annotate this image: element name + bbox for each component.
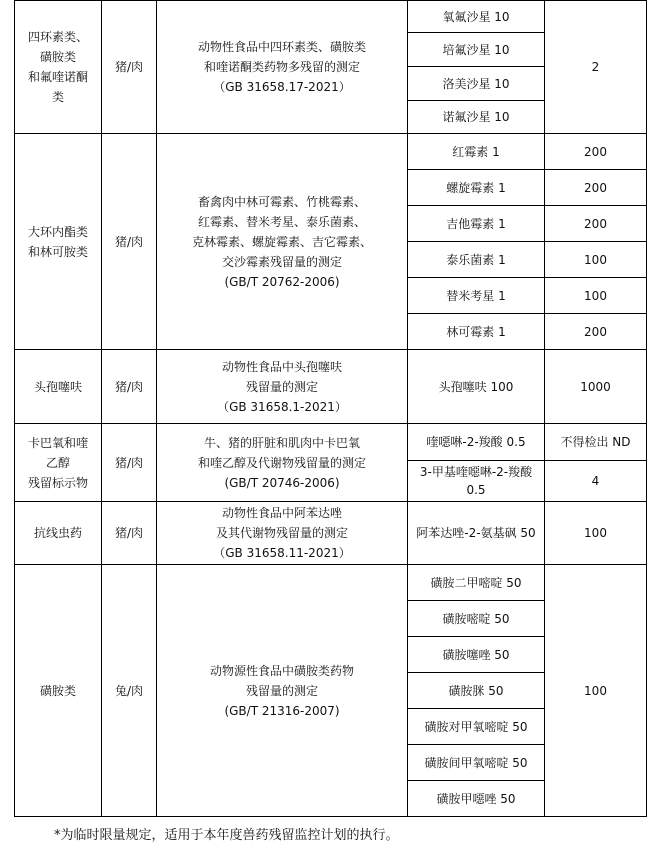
compound-cell: 3-甲基喹噁啉-2-羧酸 0.5 <box>408 461 545 502</box>
test-method-cell: 畜禽肉中林可霉素、竹桃霉素、 红霉素、替米考星、泰乐菌素、 克林霉素、螺旋霉素、吉它霉素、 交沙霉素残留量的测定 (GB/T 20762-2006) <box>157 134 408 350</box>
compound-cell: 头孢噻呋 100 <box>408 350 545 424</box>
compound-cell: 吉他霉素 1 <box>408 206 545 242</box>
limit-cell: 100 <box>545 502 647 565</box>
drug-category-cell: 抗线虫药 <box>15 502 102 565</box>
compound-cell: 培氟沙星 10 <box>408 33 545 67</box>
compound-cell: 林可霉素 1 <box>408 314 545 350</box>
compound-cell: 氧氟沙星 10 <box>408 1 545 33</box>
table-row <box>15 424 647 461</box>
limit-cell: 不得检出 ND <box>545 424 647 461</box>
limit-cell: 100 <box>545 565 647 817</box>
limit-cell: 200 <box>545 206 647 242</box>
drug-category-cell: 头孢噻呋 <box>15 350 102 424</box>
limit-cell: 200 <box>545 170 647 206</box>
table-row <box>15 134 647 170</box>
table-row <box>15 1 647 33</box>
compound-cell: 磺胺二甲嘧啶 50 <box>408 565 545 601</box>
tissue-cell: 猪/肉 <box>102 424 157 502</box>
limit-cell: 100 <box>545 242 647 278</box>
compound-cell: 螺旋霉素 1 <box>408 170 545 206</box>
limit-cell: 1000 <box>545 350 647 424</box>
table-row <box>15 502 647 565</box>
test-method-cell: 动物性食品中四环素类、磺胺类 和喹诺酮类药物多残留的测定 （GB 31658.17-2021） <box>157 1 408 134</box>
test-method-cell: 动物源性食品中磺胺类药物 残留量的测定 (GB/T 21316-2007) <box>157 565 408 817</box>
tissue-cell: 兔/肉 <box>102 565 157 817</box>
compound-cell: 泰乐菌素 1 <box>408 242 545 278</box>
limit-cell: 100 <box>545 278 647 314</box>
compound-cell: 诺氟沙星 10 <box>408 100 545 133</box>
residue-limit-table <box>14 0 647 817</box>
compound-cell: 洛美沙星 10 <box>408 67 545 100</box>
compound-cell: 磺胺对甲氧嘧啶 50 <box>408 709 545 745</box>
compound-cell: 喹噁啉-2-羧酸 0.5 <box>408 424 545 461</box>
table-row <box>15 565 647 601</box>
tissue-cell: 猪/肉 <box>102 502 157 565</box>
compound-cell: 替米考星 1 <box>408 278 545 314</box>
tissue-cell: 猪/肉 <box>102 1 157 134</box>
drug-category-cell: 大环内酯类 和林可胺类 <box>15 134 102 350</box>
test-method-cell: 动物性食品中头孢噻呋 残留量的测定 （GB 31658.1-2021） <box>157 350 408 424</box>
compound-cell: 磺胺间甲氧嘧啶 50 <box>408 745 545 781</box>
compound-cell: 磺胺脒 50 <box>408 673 545 709</box>
compound-cell: 磺胺甲噁唑 50 <box>408 781 545 817</box>
compound-cell: 阿苯达唑-2-氨基砜 50 <box>408 502 545 565</box>
drug-category-cell: 磺胺类 <box>15 565 102 817</box>
table-row <box>15 350 647 424</box>
compound-cell: 红霉素 1 <box>408 134 545 170</box>
drug-category-cell: 四环素类、 磺胺类 和氟喹诺酮 类 <box>15 1 102 134</box>
test-method-cell: 牛、猪的肝脏和肌肉中卡巴氧 和喹乙醇及代谢物残留量的测定 (GB/T 20746-2006) <box>157 424 408 502</box>
limit-cell: 200 <box>545 134 647 170</box>
tissue-cell: 猪/肉 <box>102 134 157 350</box>
limit-cell: 200 <box>545 314 647 350</box>
compound-cell: 磺胺噻唑 50 <box>408 637 545 673</box>
limit-cell: 2 <box>545 1 647 134</box>
test-method-cell: 动物性食品中阿苯达唑 及其代谢物残留量的测定 （GB 31658.11-2021） <box>157 502 408 565</box>
drug-category-cell: 卡巴氧和喹 乙醇 残留标示物 <box>15 424 102 502</box>
limit-cell: 4 <box>545 461 647 502</box>
compound-cell: 磺胺嘧啶 50 <box>408 601 545 637</box>
footnote: *为临时限量规定，适用于本年度兽药残留监控计划的执行。 <box>54 828 399 843</box>
tissue-cell: 猪/肉 <box>102 350 157 424</box>
